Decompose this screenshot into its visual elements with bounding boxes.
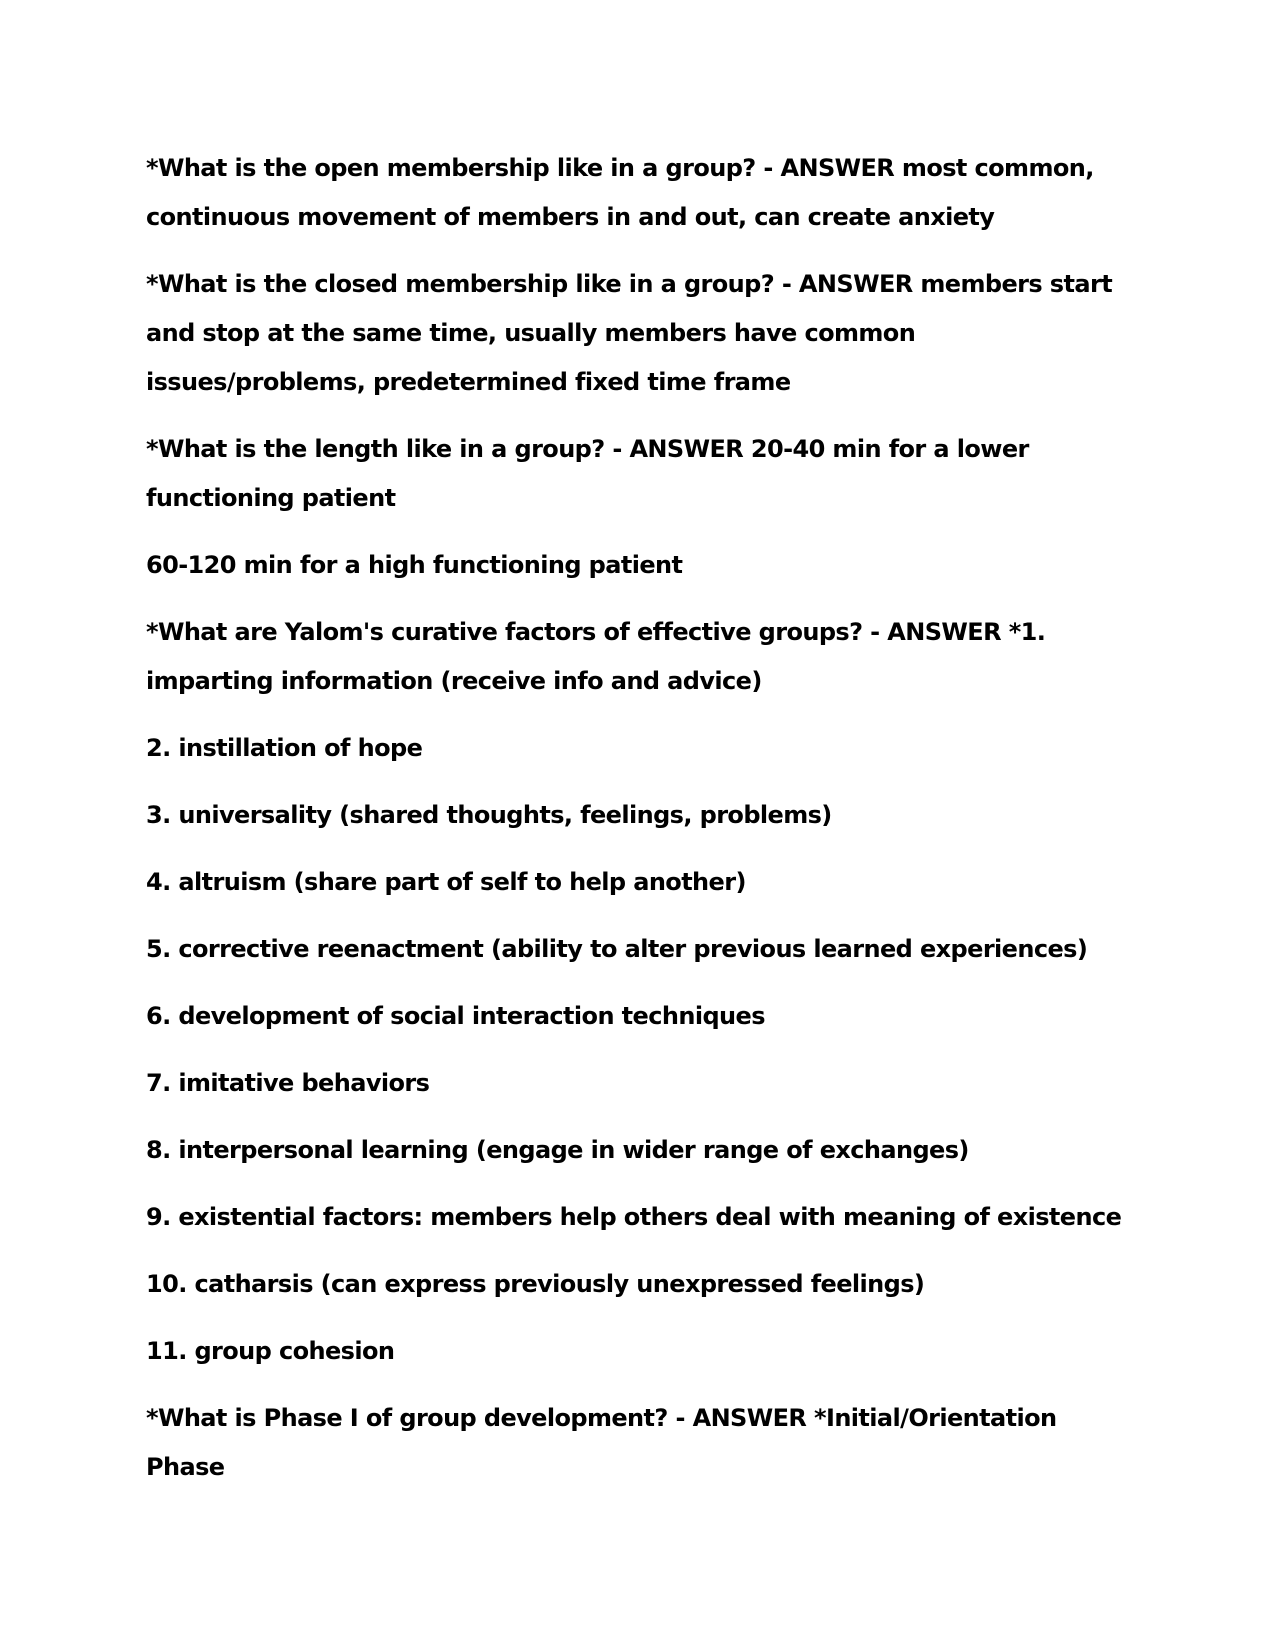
factor-universality: 3. universality (shared thoughts, feelings, problems): [146, 801, 832, 829]
factor-group-cohesion: 11. group cohesion: [146, 1337, 395, 1365]
factor-instillation-of-hope: 2. instillation of hope: [146, 734, 423, 762]
factor-existential-factors: 9. existential factors: members help others deal with meaning of existence: [146, 1203, 1122, 1231]
document-body: [146, 144, 1136, 1510]
factor-corrective-reenactment: 5. corrective reenactment (ability to alter previous learned experiences): [146, 935, 1088, 963]
factor-social-interaction-techniques: 6. development of social interaction techniques: [146, 1002, 765, 1030]
factor-catharsis: 10. catharsis (can express previously unexpressed feelings): [146, 1270, 925, 1298]
group-length-high-functioning: 60-120 min for a high functioning patient: [146, 551, 683, 579]
qa-group-length: *What is the length like in a group? - ANSWER 20-40 min for a lower functioning patient: [146, 435, 1029, 512]
qa-phase-one: *What is Phase I of group development? - ANSWER *Initial/Orientation Phase: [146, 1404, 1057, 1481]
factor-interpersonal-learning: 8. interpersonal learning (engage in wider range of exchanges): [146, 1136, 969, 1164]
qa-yalom-curative-factors: *What are Yalom's curative factors of effective groups? - ANSWER *1. imparting information (receive info and advice): [146, 618, 1046, 695]
qa-open-membership: *What is the open membership like in a group? - ANSWER most common, continuous movement of members in and out, can create anxiety: [146, 154, 1094, 231]
factor-altruism: 4. altruism (share part of self to help another): [146, 868, 746, 896]
factor-imitative-behaviors: 7. imitative behaviors: [146, 1069, 430, 1097]
qa-closed-membership: *What is the closed membership like in a group? - ANSWER members start and stop at the same time, usually members have common issues/problems, predetermined fixed time frame: [146, 270, 1113, 396]
